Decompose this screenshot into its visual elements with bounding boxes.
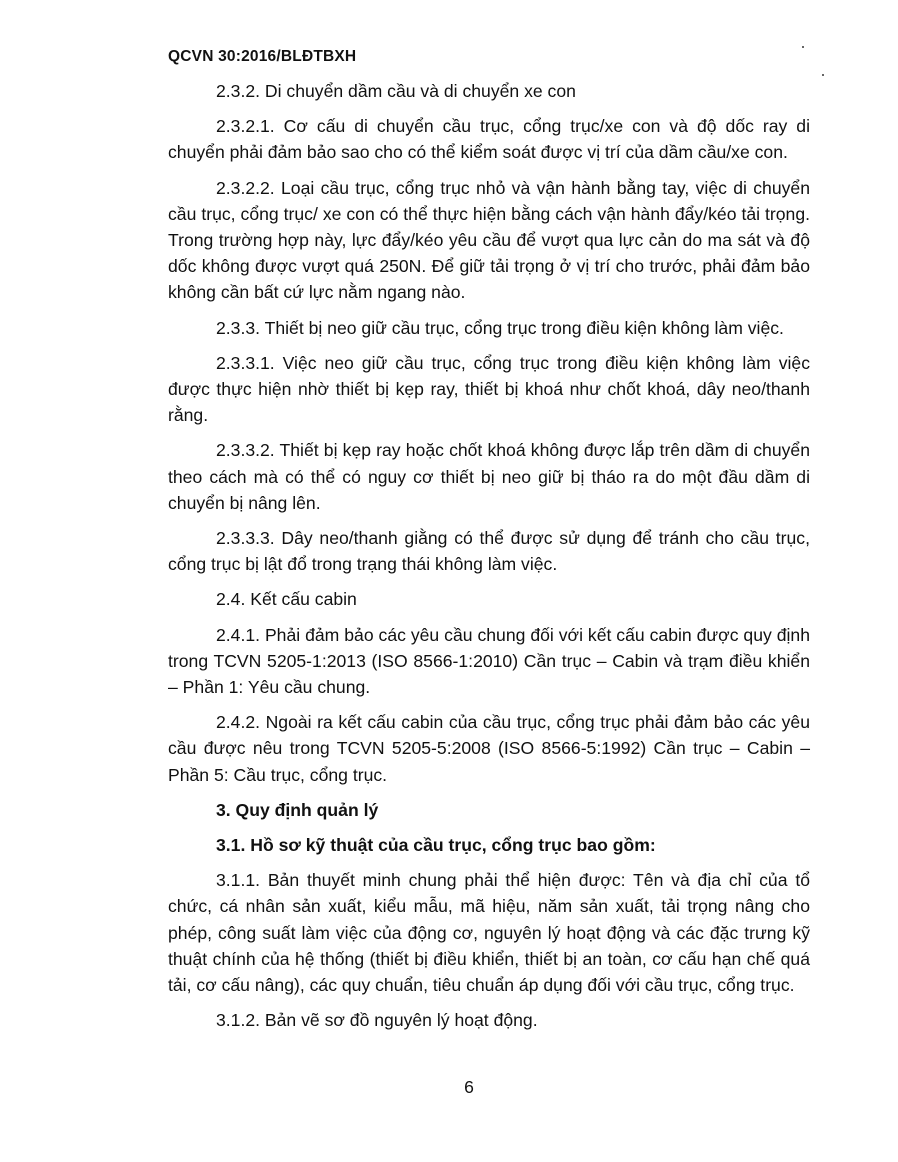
paragraph: 3.1.1. Bản thuyết minh chung phải thể hiện được: Tên và địa chỉ của tổ chức, cá nhân sản xuất, kiểu mẫu, mã hiệu, năm sản xuất, tải trọng nâng cho phép, công suất làm việc của động cơ, nguyên lý hoạt động và các đặc trưng kỹ thuật chính của hệ thống (thiết bị điều khiển, thiết bị an toàn, cơ cấu hạn chế quá tải, cơ cấu nâng), các quy chuẩn, tiêu chuẩn áp dụng đối với cầu trục, cổng trục.	[168, 870, 810, 996]
subsection-heading: 3.1. Hồ sơ kỹ thuật của cầu trục, cổng trục bao gồm:	[216, 835, 656, 856]
paragraph: 2.4.1. Phải đảm bảo các yêu cầu chung đối với kết cấu cabin được quy định trong TCVN 5205-1:2013 (ISO 8566-1:2010) Cần trục – Cabin và trạm điều khiển – Phần 1: Yêu cầu chung.	[168, 624, 810, 698]
paragraph: 2.3.3. Thiết bị neo giữ cầu trục, cổng trục trong điều kiện không làm việc.	[216, 317, 784, 338]
paragraph: 2.3.3.3. Dây neo/thanh giằng có thể được sử dụng để tránh cho cầu trục, cổng trục bị lật đổ trong trạng thái không làm việc.	[168, 528, 810, 575]
paragraph: 2.3.3.2. Thiết bị kẹp ray hoặc chốt khoá không được lắp trên dầm di chuyển theo cách mà có thể có nguy cơ thiết bị neo giữ bị tháo ra do một đầu dầm di chuyển bị nâng lên.	[168, 440, 810, 513]
paragraph: 3.1.2. Bản vẽ sơ đồ nguyên lý hoạt động.	[216, 1010, 538, 1031]
paragraph: 2.3.3.1. Việc neo giữ cầu trục, cổng trục trong điều kiện không làm việc được thực hiện nhờ thiết bị kẹp ray, thiết bị khoá như chốt khoá, dây neo/thanh rằng.	[168, 352, 810, 426]
paragraph: 2.4.2. Ngoài ra kết cấu cabin của cầu trục, cổng trục phải đảm bảo các yêu cầu được nêu trong TCVN 5205-5:2008 (ISO 8566-5:1992) Cần trục – Cabin – Phần 5: Cầu trục, cổng trục.	[168, 712, 810, 785]
paragraph: 2.3.2.1. Cơ cấu di chuyển cầu trục, cổng trục/xe con và độ dốc ray di chuyển phải đảm bảo sao cho có thể kiểm soát được vị trí của dầm cầu/xe con.	[168, 116, 810, 163]
scan-speck	[802, 46, 804, 48]
document-header: QCVN 30:2016/BLĐTBXH	[168, 48, 357, 65]
scan-speck	[822, 74, 824, 76]
paragraph: 2.3.2. Di chuyển dầm cầu và di chuyển xe con	[216, 81, 576, 101]
page-number: 6	[464, 1077, 474, 1097]
section-heading: 3. Quy định quản lý	[216, 799, 379, 820]
paragraph: 2.4. Kết cấu cabin	[216, 589, 357, 610]
paragraph: 2.3.2.2. Loại cầu trục, cổng trục nhỏ và vận hành bằng tay, việc di chuyển cầu trục, cổng trục/ xe con có thể thực hiện bằng cách vận hành đẩy/kéo tải trọng. Trong trường hợp này, lực đẩy/kéo yêu cầu để vượt qua lực cản do ma sát và độ dốc không được vượt quá 250N. Để giữ tải trọng ở vị trí cho trước, phải đảm bảo không cần bất cứ lực nằm ngang nào.	[168, 177, 810, 303]
